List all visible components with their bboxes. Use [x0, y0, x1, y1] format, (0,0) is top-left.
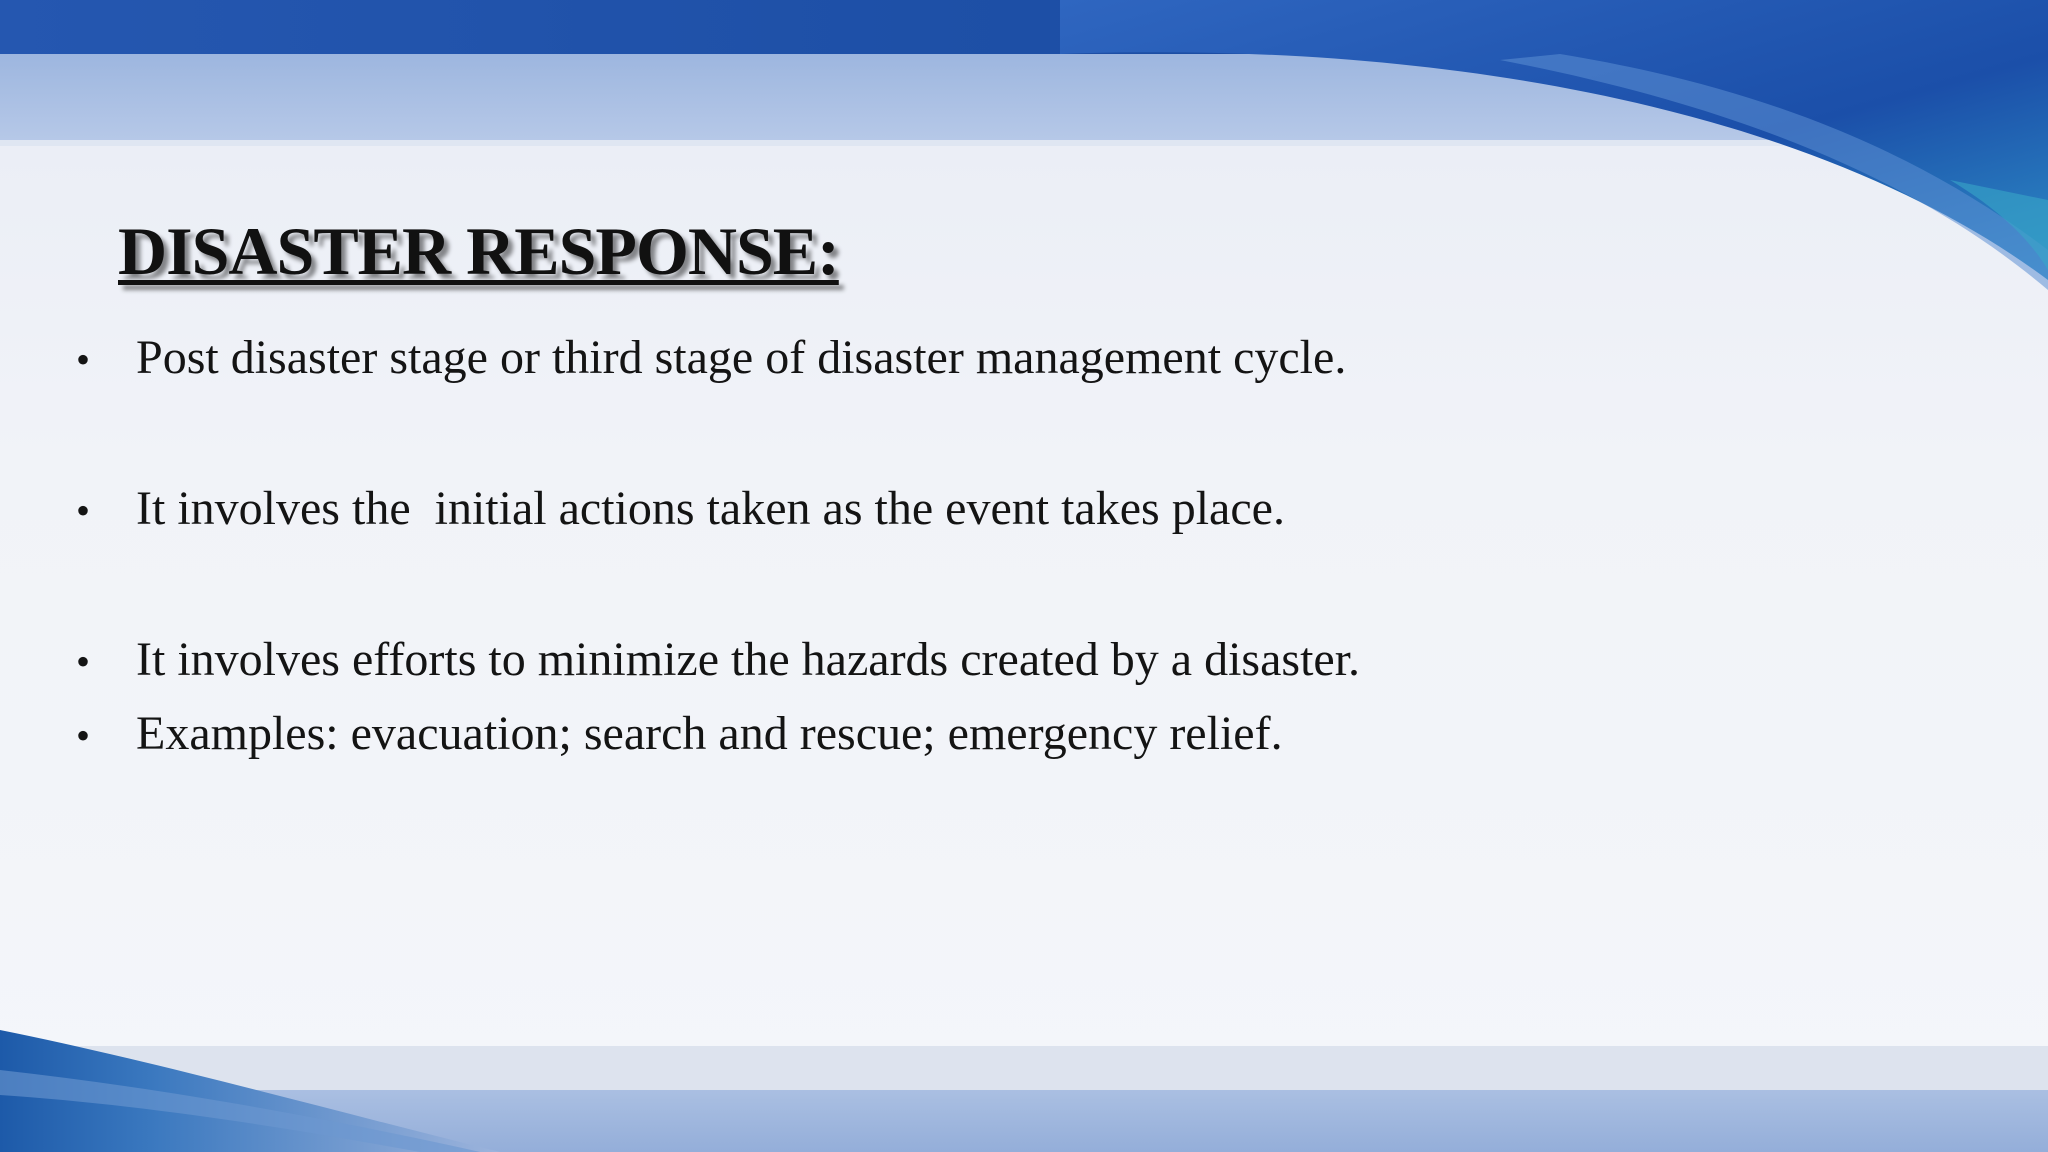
slide-title: DISASTER RESPONSE: [118, 213, 839, 289]
bullet-text: It involves efforts to minimize the hazards created by a disaster. [136, 633, 1361, 686]
bullet-item [76, 707, 1283, 760]
bullet-dot: • [76, 337, 91, 382]
bullet-dot: • [76, 488, 91, 533]
bullet-item [76, 633, 1361, 686]
bullet-text: Post disaster stage or third stage of disaster management cycle. [136, 331, 1347, 384]
bullet-item [76, 331, 1347, 384]
bullet-dot: • [76, 639, 91, 684]
bottom-pale-band [0, 1046, 2048, 1090]
bullet-item [76, 482, 1285, 535]
bullet-text: Examples: evacuation; search and rescue; emergency relief. [136, 707, 1283, 760]
bullet-dot: • [76, 713, 91, 758]
bullet-text: It involves the initial actions taken as the event takes place. [136, 482, 1285, 535]
